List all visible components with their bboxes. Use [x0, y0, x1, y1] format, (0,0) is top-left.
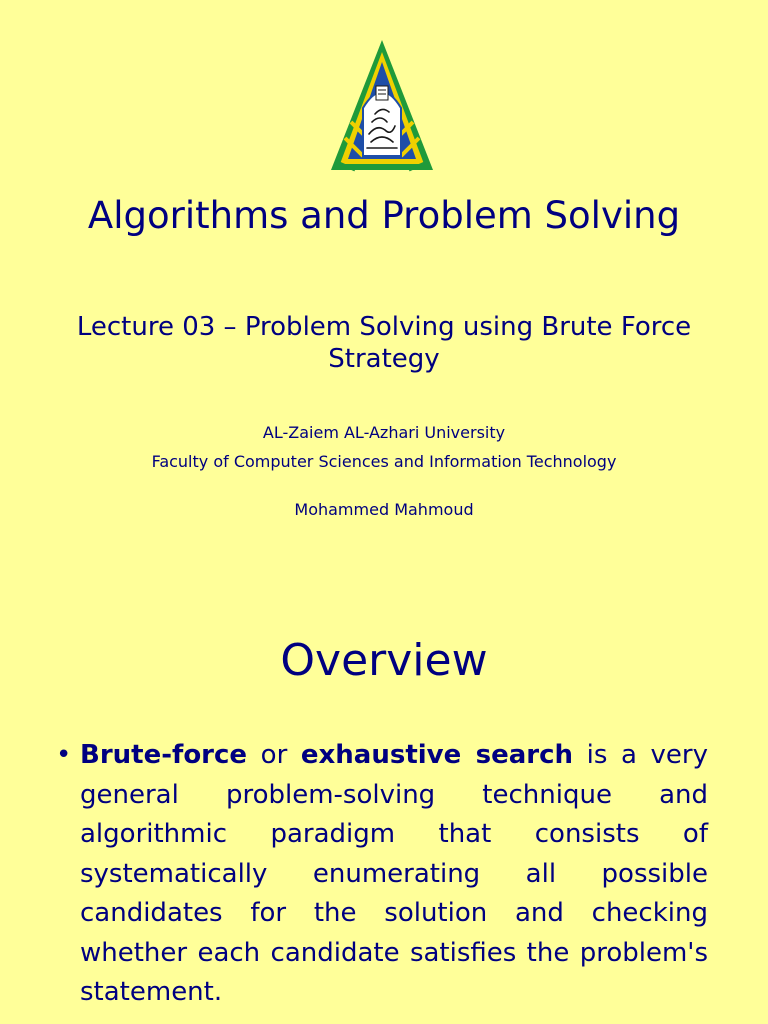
- definition-text: is a very general problem-solving technique and algorithmic paradigm that consists of systematically enumerating all possible candidates for the solution and checking whether each candidate satisfies the problem's statement.: [80, 740, 709, 1007]
- bullet-icon: •: [56, 740, 72, 770]
- university-crest-icon: [327, 38, 437, 176]
- term-brute-force: Brute-force: [80, 740, 248, 770]
- deck-title: Algorithms and Problem Solving: [87, 194, 681, 237]
- author-name: Mohammed Mahmoud: [294, 500, 474, 519]
- university-name: AL-Zaiem AL-Azhari University: [262, 423, 506, 442]
- faculty-name: Faculty of Computer Sciences and Information Technology: [151, 452, 617, 471]
- lecture-subtitle: Lecture 03 – Problem Solving using Brute Force Strategy: [76, 312, 692, 374]
- overview-slide: [0, 590, 768, 1024]
- bullet-item: [56, 736, 708, 1016]
- overview-title: Overview: [280, 635, 488, 686]
- bullet-text: [80, 736, 708, 1013]
- connector-word: or: [260, 740, 288, 770]
- term-exhaustive-search: exhaustive search: [300, 740, 574, 770]
